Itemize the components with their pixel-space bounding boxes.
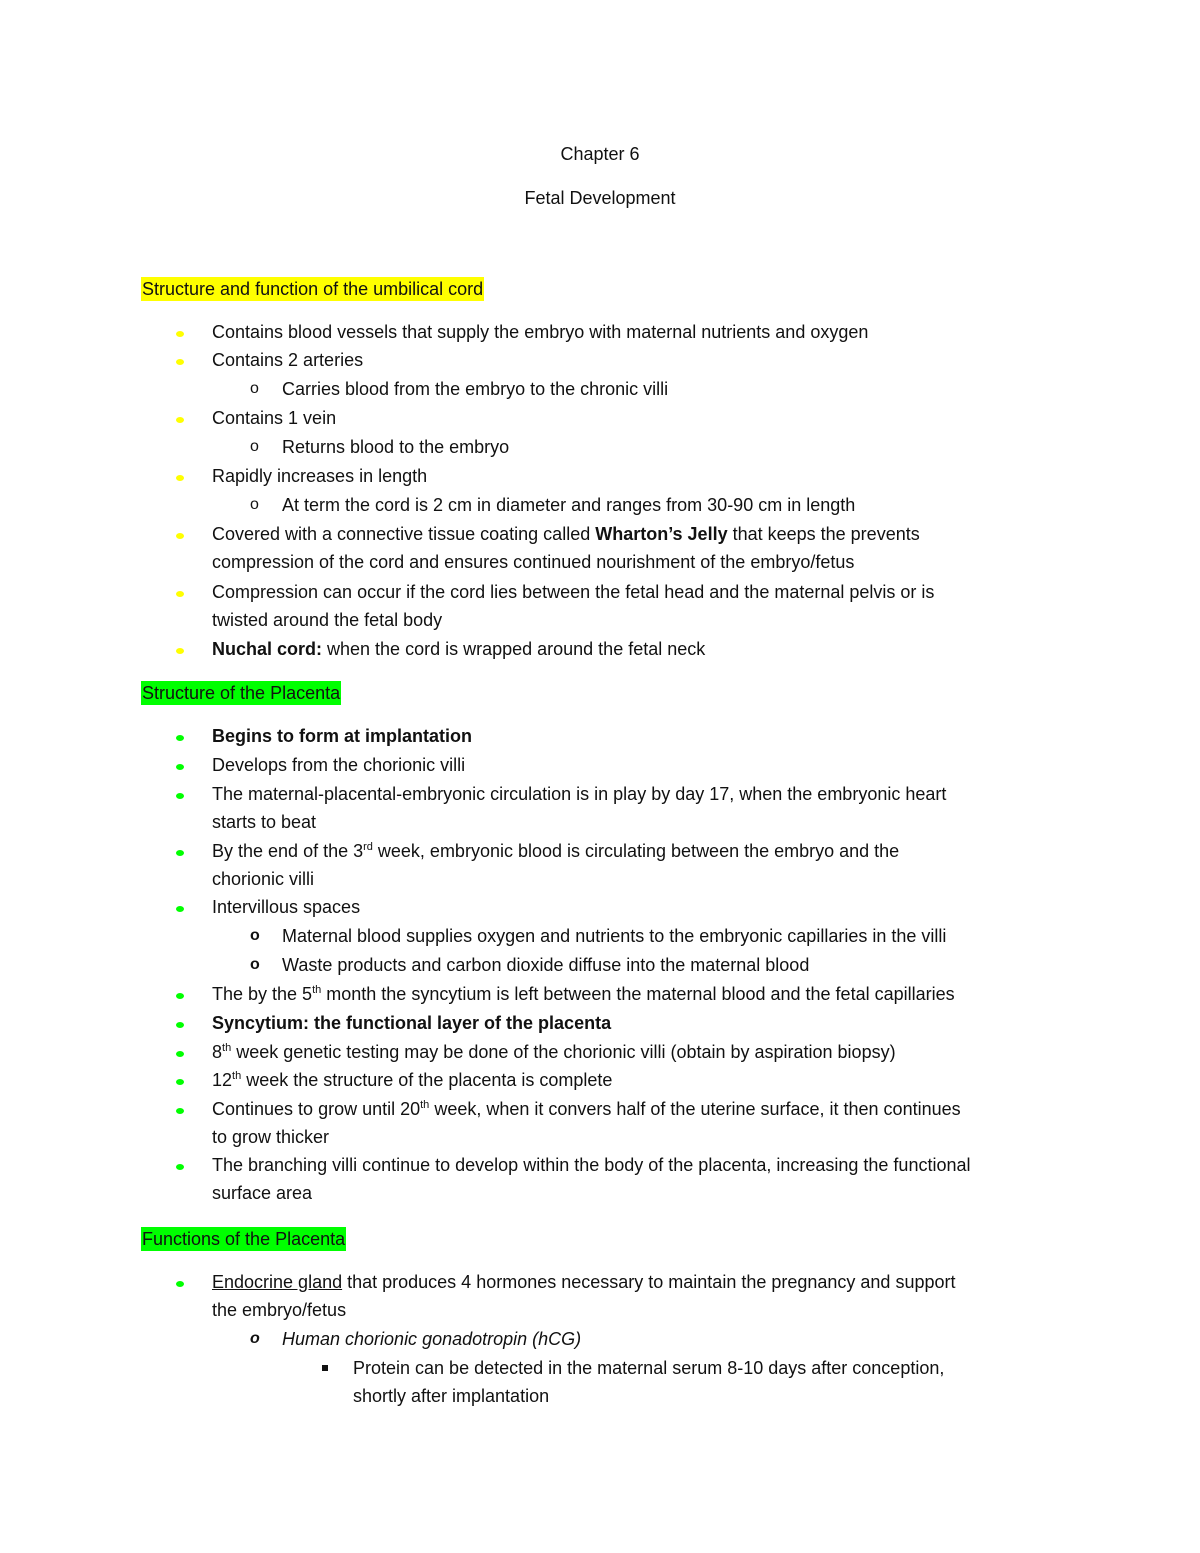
bullet-icon — [176, 1022, 184, 1028]
list-item: Begins to form at implantation — [212, 722, 1072, 750]
list-item: Syncytium: the functional layer of the placenta — [212, 1009, 1072, 1037]
list-item: Intervillous spaces — [212, 893, 1072, 921]
list-item: Nuchal cord: when the cord is wrapped around the fetal neck — [212, 635, 1072, 663]
list-item: Contains 2 arteries — [212, 346, 1072, 374]
sub-list-item: o At term the cord is 2 cm in diameter and ranges from 30-90 cm in length — [282, 491, 1082, 519]
list-item: Continues to grow until 20th week, when it convers half of the uterine surface, it then continues — [212, 1095, 1072, 1123]
bullet-icon — [176, 1164, 184, 1170]
list-item-continuation: to grow thicker — [212, 1127, 330, 1147]
circle-bullet-icon: o — [250, 380, 259, 397]
list-item: Contains blood vessels that supply the embryo with maternal nutrients and oxygen — [212, 318, 1072, 346]
sub-list-item: o Carries blood from the embryo to the chronic villi — [282, 375, 1082, 403]
list-item-continuation: twisted around the fetal body — [212, 610, 443, 630]
list-item: The branching villi continue to develop within the body of the placenta, increasing the functional — [212, 1151, 1072, 1179]
circle-bullet-icon: o — [250, 927, 260, 944]
list-item-continuation: shortly after implantation — [353, 1386, 550, 1406]
circle-bullet-icon: o — [250, 956, 260, 973]
list-item: Compression can occur if the cord lies between the fetal head and the maternal pelvis or is — [212, 578, 1072, 606]
bullet-icon — [176, 591, 184, 597]
sub-list-item: o Maternal blood supplies oxygen and nutrients to the embryonic capillaries in the villi — [282, 922, 1082, 950]
bullet-icon — [176, 993, 184, 999]
list-item: Rapidly increases in length — [212, 462, 1072, 490]
list-item: The maternal-placental-embryonic circulation is in play by day 17, when the embryonic heart — [212, 780, 1072, 808]
list-item: By the end of the 3rd week, embryonic blood is circulating between the embryo and the — [212, 837, 1072, 865]
bullet-icon — [176, 735, 184, 741]
section-heading-placenta-functions: Functions of the Placenta — [142, 1229, 346, 1249]
sub-list-item: o Returns blood to the embryo — [282, 433, 1082, 461]
sub-list-item: o Waste products and carbon dioxide diffuse into the maternal blood — [282, 951, 1082, 979]
bullet-icon — [176, 906, 184, 912]
sub-list-item: o Human chorionic gonadotropin (hCG) — [282, 1325, 1082, 1353]
list-item: 8th week genetic testing may be done of the chorionic villi (obtain by aspiration biopsy) — [212, 1038, 1072, 1066]
bullet-icon — [176, 1051, 184, 1057]
bullet-icon — [176, 648, 184, 654]
circle-bullet-icon: o — [250, 496, 259, 513]
bullet-icon — [176, 475, 184, 481]
bullet-icon — [176, 850, 184, 856]
bullet-icon — [176, 331, 184, 337]
bullet-icon — [176, 417, 184, 423]
list-item: 12th week the structure of the placenta is complete — [212, 1066, 1072, 1094]
circle-bullet-icon: o — [250, 438, 259, 455]
list-item: Contains 1 vein — [212, 404, 1072, 432]
bullet-icon — [176, 1079, 184, 1085]
list-item-continuation: starts to beat — [212, 812, 317, 832]
list-item: Endocrine gland that produces 4 hormones necessary to maintain the pregnancy and support — [212, 1268, 1072, 1296]
section-heading-umbilical-cord: Structure and function of the umbilical cord — [142, 279, 484, 299]
list-item: Covered with a connective tissue coating called Wharton’s Jelly that keeps the prevents — [212, 520, 1072, 548]
circle-bullet-icon: o — [250, 1330, 260, 1347]
square-bullet-icon — [322, 1365, 328, 1371]
section-heading-placenta-structure: Structure of the Placenta — [142, 683, 341, 703]
chapter-subtitle: Fetal Development — [524, 188, 676, 208]
list-item: Develops from the chorionic villi — [212, 751, 1072, 779]
list-item-continuation: compression of the cord and ensures continued nourishment of the embryo/fetus — [212, 552, 855, 572]
bullet-icon — [176, 764, 184, 770]
chapter-title: Chapter 6 — [560, 144, 640, 164]
list-item-continuation: the embryo/fetus — [212, 1300, 347, 1320]
list-item-continuation: surface area — [212, 1183, 313, 1203]
list-item: The by the 5th month the syncytium is left between the maternal blood and the fetal capillaries — [212, 980, 1072, 1008]
bullet-icon — [176, 1108, 184, 1114]
sub-sub-list-item: Protein can be detected in the maternal serum 8-10 days after conception, — [353, 1354, 1073, 1382]
bullet-icon — [176, 793, 184, 799]
list-item-continuation: chorionic villi — [212, 869, 315, 889]
bullet-icon — [176, 533, 184, 539]
bullet-icon — [176, 1281, 184, 1287]
bullet-icon — [176, 359, 184, 365]
